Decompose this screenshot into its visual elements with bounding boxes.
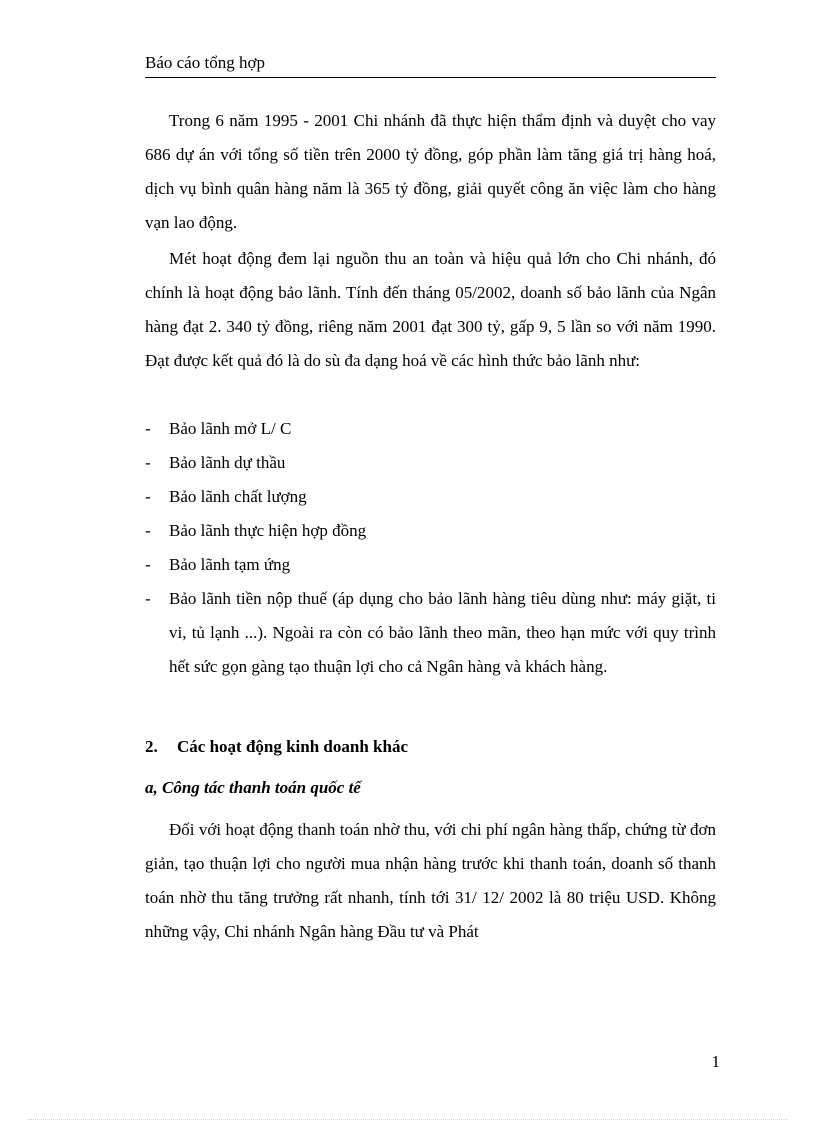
list-item-text: Bảo lãnh thực hiện hợp đồng bbox=[169, 521, 367, 540]
page-number: 1 bbox=[711, 1052, 720, 1071]
bullet-dash: - bbox=[145, 487, 151, 506]
list-item bbox=[145, 514, 716, 548]
list-item-text: Bảo lãnh dự thầu bbox=[169, 453, 286, 472]
list-item bbox=[145, 480, 716, 514]
section-number: 2. bbox=[145, 737, 158, 756]
section-title: Các hoạt động kinh doanh khác bbox=[177, 737, 409, 756]
list-item bbox=[145, 412, 716, 446]
section-heading bbox=[145, 733, 716, 761]
bullet-dash: - bbox=[145, 419, 151, 438]
list-item-text: Bảo lãnh tiền nộp thuế (áp dụng cho bảo lãnh hàng tiêu dùng như: máy giặt, ti vi, tủ lạnh ...). Ngoài ra còn có bảo lãnh theo mãn, theo hạn mức với quy trình hết sức gọn gàng tạo thuận lợi cho cả Ngân hàng và khách hàng. bbox=[169, 589, 716, 676]
bullet-dash: - bbox=[145, 589, 151, 608]
list-item bbox=[145, 548, 716, 582]
list-item-text: Bảo lãnh mở L/ C bbox=[169, 419, 292, 438]
guarantee-types-list bbox=[145, 412, 716, 684]
page-header bbox=[145, 53, 716, 78]
paragraph-collection-payment: Đối với hoạt động thanh toán nhờ thu, với chi phí ngân hàng thấp, chứng từ đơn giản, tạo thuận lợi cho người mua nhận hàng trước khi thanh toán, doanh số thanh toán nhờ thu tăng trưởng rất nhanh, tính tới 31/ 12/ 2002 là 80 triệu USD. Không những vậy, Chi nhánh Ngân hàng Đầu tư và Phát bbox=[145, 820, 716, 941]
paragraph-guarantee-activity: Mét hoạt động đem lại nguồn thu an toàn và hiệu quả lớn cho Chi nhánh, đó chính là hoạt động bảo lãnh. Tính đến tháng 05/2002, doanh số bảo lãnh của Ngân hàng đạt 2. 340 tỷ đồng, riêng năm 2001 đạt 300 tỷ, gấp 9, 5 lần so với năm 1990. Đạt được kết quả đó là do sù đa dạng hoá về các hình thức bảo lãnh như: bbox=[145, 249, 716, 370]
bullet-dash: - bbox=[145, 521, 151, 540]
bullet-dash: - bbox=[145, 555, 151, 574]
header-title: Báo cáo tổng hợp bbox=[145, 53, 265, 72]
footer-divider bbox=[28, 1119, 788, 1120]
list-item-text: Bảo lãnh chất lượng bbox=[169, 487, 307, 506]
list-item-text: Bảo lãnh tạm ứng bbox=[169, 555, 291, 574]
list-item bbox=[145, 582, 716, 684]
paragraph-loan-appraisal: Trong 6 năm 1995 - 2001 Chi nhánh đã thực hiện thẩm định và duyệt cho vay 686 dự án với tổng số tiền trên 2000 tỷ đồng, góp phần làm tăng giá trị hàng hoá, dịch vụ bình quân hàng năm là 365 tỷ đồng, giải quyết công ăn việc làm cho hàng vạn lao động. bbox=[145, 111, 716, 232]
bullet-dash: - bbox=[145, 453, 151, 472]
list-item bbox=[145, 446, 716, 480]
subsection-heading: a, Công tác thanh toán quốc tế bbox=[145, 778, 361, 797]
